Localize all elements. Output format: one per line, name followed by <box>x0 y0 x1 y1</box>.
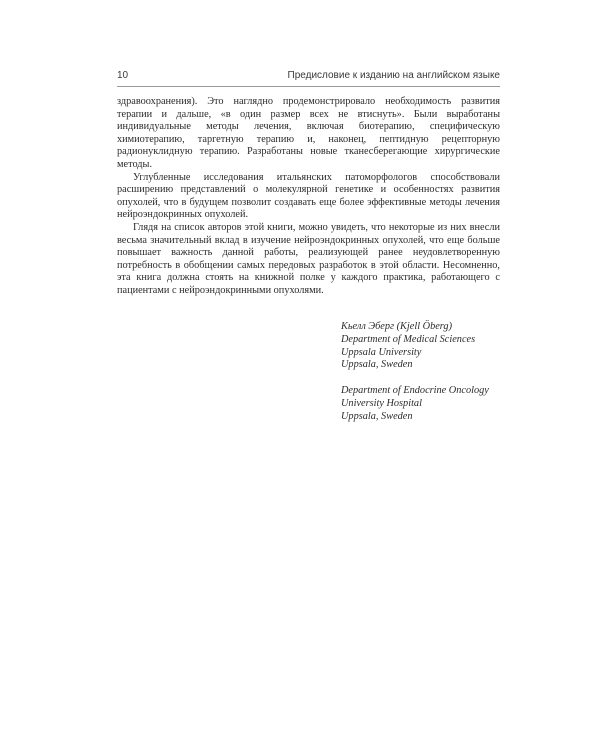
affiliation-line: Uppsala, Sweden <box>341 359 413 371</box>
running-header-title: Предисловие к изданию на английском языке <box>287 70 500 81</box>
signature-spacer <box>341 372 501 385</box>
paragraph-3: Глядя на список авторов этой книги, можно увидеть, что некоторые из них внесли весьма значительный вклад в изучение нейроэндокринных опухолей, что еще больше повышает важность данной работы, реализующей ранее неудовлетворенную потребность в обобщении самых передовых разработок в этой области. Несомненно, эта книга должна стоять на книжной полке у каждого практика, работающего с пациентами с нейроэндокринными опухолями. <box>117 221 500 296</box>
author-name: Кьелл Эберг (Kjell Öberg) <box>341 321 453 332</box>
signature-affiliation-2 <box>341 385 501 423</box>
signature-affiliation-1 <box>341 321 501 372</box>
header-divider <box>117 86 500 87</box>
paragraph-1: здравоохранения). Это наглядно продемонстрировало необходимость развития терапии и дальше, «в один размер всех не втиснуть». Были выработаны индивидуальные методы лечения, включая биотерапию, специфическую химиотерапию, таргетную терапию и, наконец, пептидную рецепторную радионуклидную терапию. Разработаны новые тканесберегающие хирургические методы. <box>117 96 500 170</box>
body-text <box>117 96 500 298</box>
affiliation-line: University Hospital <box>341 397 422 409</box>
affiliation-line: Department of Endocrine Oncology <box>341 384 489 396</box>
paragraph-2: Углубленные исследования итальянских патоморфологов способствовали расширению представлений о молекулярной генетике и особенностях развития опухолей, что в будущем позволит создавать еще более эффективные методы лечения нейроэндокринных опухолей. <box>117 171 500 221</box>
affiliation-line: Uppsala University <box>341 346 422 358</box>
affiliation-line: Uppsala, Sweden <box>341 410 413 422</box>
affiliation-line: Department of Medical Sciences <box>341 333 476 345</box>
page-number: 10 <box>117 70 129 81</box>
signature-block <box>341 321 501 423</box>
running-header <box>117 70 500 84</box>
